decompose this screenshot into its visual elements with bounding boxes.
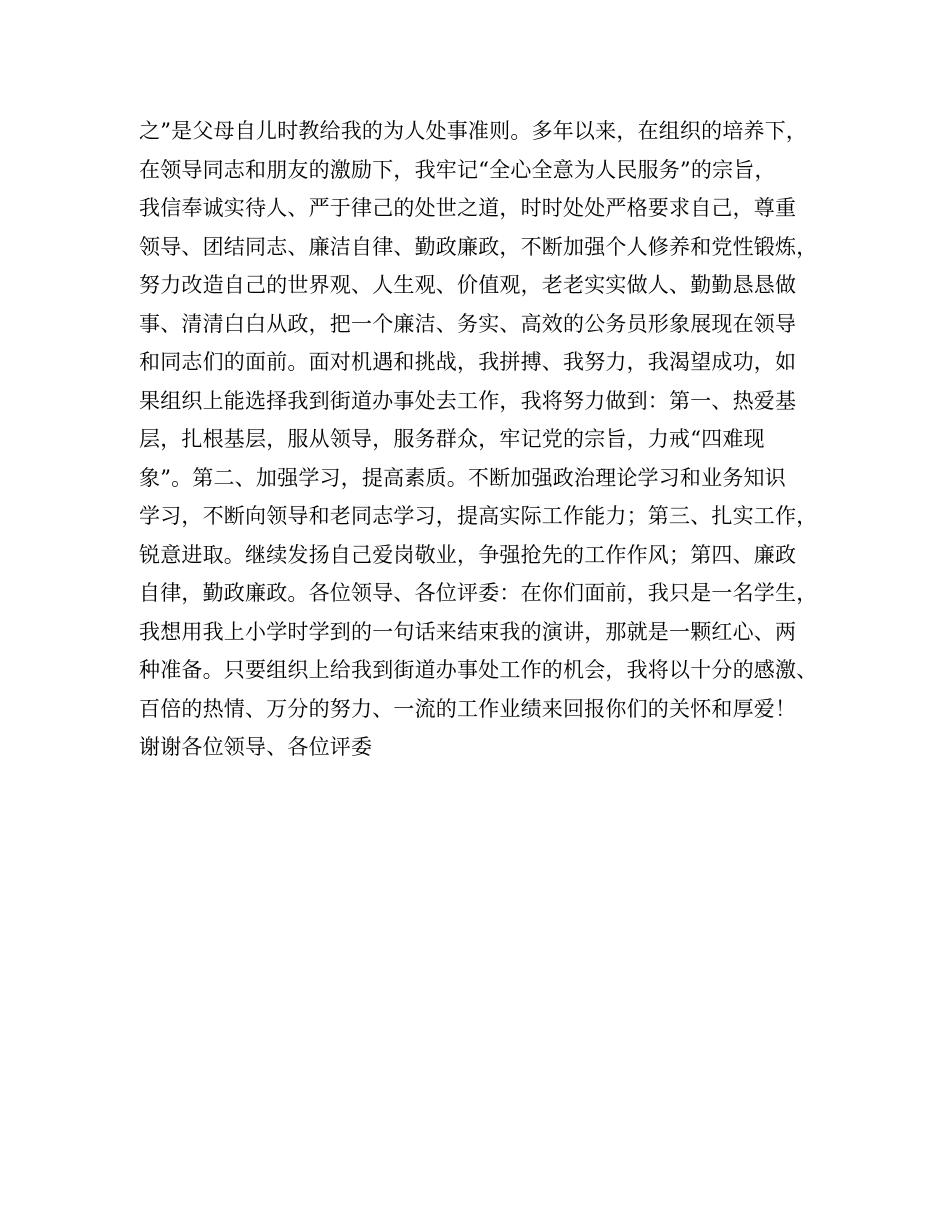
text-line: 学习，不断向领导和老同志学习，提高实际工作能力；第三、扎实工作，: [139, 504, 818, 528]
text-line: 努力改造自己的世界观、人生观、价值观，老老实实做人、勤勤恳恳做: [139, 273, 797, 297]
text-line: 事、清清白白从政，把一个廉洁、务实、高效的公务员形象展现在领导: [139, 311, 797, 336]
text-line: 象”。第二、加强学习，提高素质。不断加强政治理论学习和业务知识: [139, 465, 786, 490]
text-line: 层，扎根基层，服从领导，服务群众，牢记党的宗旨，力戒“四难现: [139, 427, 765, 451]
text-line: 和同志们的面前。面对机遇和挑战，我拼搏、我努力，我渴望成功，如: [139, 350, 797, 374]
text-line: 百倍的热情、万分的努力、一流的工作业绩来回报你们的关怀和厚爱！: [139, 696, 797, 721]
text-line: 之”是父母自儿时教给我的为人处事准则。多年以来，在组织的培养下，: [139, 119, 808, 143]
text-line: 我信奉诚实待人、严于律己的处世之道，时时处处严格要求自己，尊重: [139, 196, 797, 220]
speech-body-text: [139, 112, 839, 767]
text-line: 锐意进取。继续发扬自己爱岗敬业，争强抢先的工作作风；第四、廉政: [139, 542, 797, 567]
text-line: 我想用我上小学时学到的一句话来结束我的演讲，那就是一颗红心、两: [139, 619, 797, 644]
text-line: 自律，勤政廉政。各位领导、各位评委：在你们面前，我只是一名学生，: [139, 581, 818, 605]
text-line: 果组织上能选择我到街道办事处去工作，我将努力做到：第一、热爱基: [139, 388, 797, 413]
text-line: 领导、团结同志、廉洁自律、勤政廉政，不断加强个人修养和党性锻炼，: [139, 234, 818, 259]
text-line: 在领导同志和朋友的激励下，我牢记“全心全意为人民服务”的宗旨，: [139, 157, 776, 182]
closing-line: 谢谢各位领导、各位评委: [139, 735, 373, 759]
text-line: 种准备。只要组织上给我到街道办事处工作的机会，我将以十分的感激、: [139, 658, 818, 682]
